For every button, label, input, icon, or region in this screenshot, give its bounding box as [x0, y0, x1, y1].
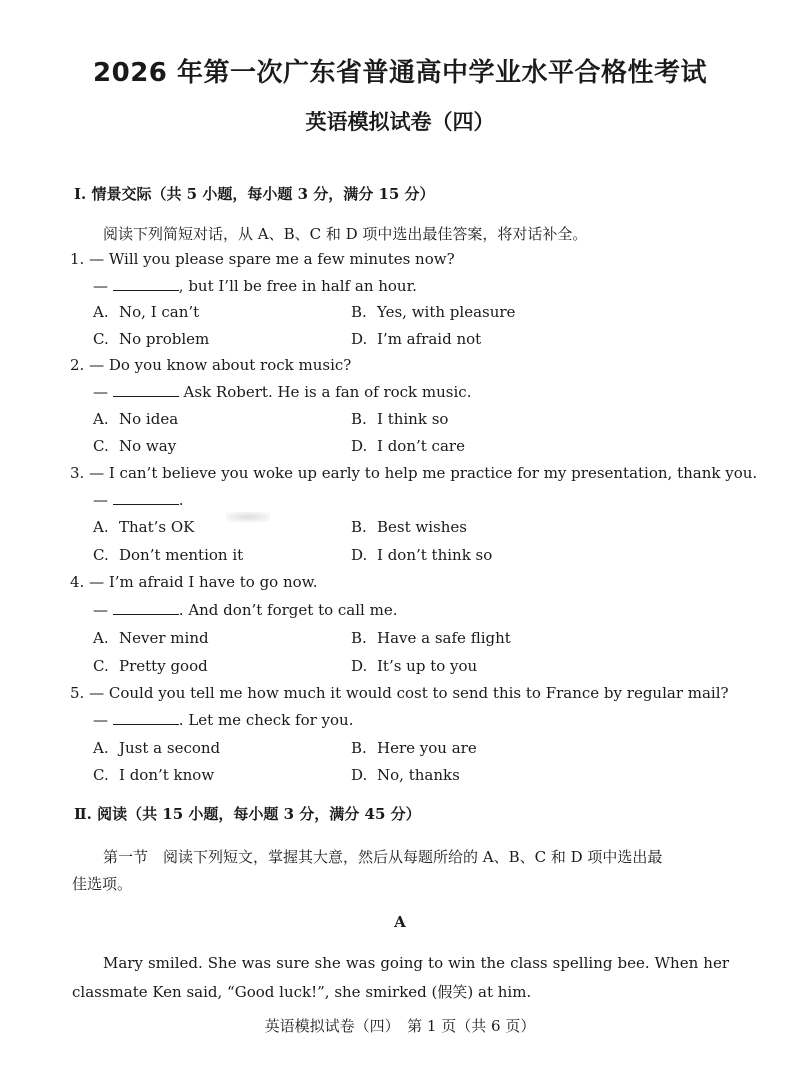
- answer-blank: [113, 601, 179, 615]
- answer-line-text: Ask Robert. He is a fan of rock music.: [178, 383, 472, 401]
- passage-line-2: classmate Ken said, “Good luck!”, she smirked (假笑) at him.: [72, 983, 532, 1001]
- question-number: 3.: [70, 464, 85, 482]
- section-1-heading: Ⅰ. 情景交际（共 5 小题，每小题 3 分，满分 15 分）: [74, 185, 435, 203]
- question-line: — Will you please spare me a few minutes now?: [89, 250, 455, 268]
- part-1-instruction-line-2: 佳选项。: [72, 875, 133, 893]
- answer-blank: [113, 711, 179, 725]
- question-5-answer-line: [93, 710, 353, 730]
- question-line: — Could you tell me how much it would cost to send this to France by regular mail?: [89, 684, 729, 702]
- option-2a: A. No idea: [93, 410, 179, 428]
- answer-line-text: . And don’t forget to call me.: [178, 601, 398, 619]
- dash: —: [93, 601, 108, 619]
- question-number: 4.: [70, 573, 85, 591]
- option-5a: A. Just a second: [93, 739, 221, 757]
- section-1-instruction: 阅读下列简短对话，从 A、B、C 和 D 项中选出最佳答案，将对话补全。: [103, 225, 588, 243]
- answer-line-text: .: [178, 491, 184, 509]
- option-4d: D. It’s up to you: [351, 657, 478, 675]
- option-4a: A. Never mind: [93, 629, 209, 647]
- option-2b: B. I think so: [351, 410, 449, 428]
- dash: —: [93, 491, 108, 509]
- answer-line-text: . Let me check for you.: [178, 711, 354, 729]
- question-3-answer-line: [93, 490, 184, 510]
- option-5d: D. No, thanks: [351, 766, 460, 784]
- option-5b: B. Here you are: [351, 739, 477, 757]
- answer-blank: [113, 383, 179, 397]
- question-4-answer-line: [93, 600, 397, 620]
- exam-title: 2026 年第一次广东省普通高中学业水平合格性考试: [93, 58, 707, 88]
- question-line: — Do you know about rock music?: [89, 356, 352, 374]
- question-number: 2.: [70, 356, 85, 374]
- option-2d: D. I don’t care: [351, 437, 465, 455]
- option-5c: C. I don’t know: [93, 766, 215, 784]
- option-3a: A. That’s OK: [93, 518, 195, 536]
- question-number: 5.: [70, 684, 85, 702]
- option-3b: B. Best wishes: [351, 518, 467, 536]
- answer-line-text: , but I’ll be free in half an hour.: [178, 277, 417, 295]
- dash: —: [93, 711, 108, 729]
- dash: —: [93, 277, 108, 295]
- part-1-instruction-line-1: 第一节 阅读下列短文，掌握其大意，然后从每题所给的 A、B、C 和 D 项中选出最: [103, 848, 663, 866]
- option-1c: C. No problem: [93, 330, 210, 348]
- passage-line-1: Mary smiled. She was sure she was going to win the class spelling bee. When her: [103, 954, 729, 972]
- answer-blank: [113, 491, 179, 505]
- option-3d: D. I don’t think so: [351, 546, 493, 564]
- question-number: 1.: [70, 250, 85, 268]
- option-2c: C. No way: [93, 437, 177, 455]
- question-4: [70, 572, 318, 592]
- question-2: [70, 355, 351, 375]
- dash: —: [93, 383, 108, 401]
- question-1-answer-line: [93, 276, 417, 296]
- page-footer: 英语模拟试卷（四） 第 1 页（共 6 页）: [264, 1017, 536, 1035]
- section-2-heading: Ⅱ. 阅读（共 15 小题，每小题 3 分，满分 45 分）: [74, 805, 421, 823]
- option-3c: C. Don’t mention it: [93, 546, 244, 564]
- answer-blank: [113, 277, 179, 291]
- scan-smudge: [226, 512, 270, 522]
- option-1a: A. No, I can’t: [93, 303, 200, 321]
- question-3: [70, 463, 757, 483]
- option-1b: B. Yes, with pleasure: [351, 303, 516, 321]
- question-line: — I can’t believe you woke up early to help me practice for my presentation, thank you.: [89, 464, 758, 482]
- option-4b: B. Have a safe flight: [351, 629, 511, 647]
- question-2-answer-line: [93, 382, 471, 402]
- question-1: [70, 249, 455, 269]
- question-5: [70, 683, 729, 703]
- passage-label: A: [394, 913, 406, 931]
- question-line: — I’m afraid I have to go now.: [89, 573, 318, 591]
- option-4c: C. Pretty good: [93, 657, 208, 675]
- option-1d: D. I’m afraid not: [351, 330, 482, 348]
- exam-subtitle: 英语模拟试卷（四）: [305, 110, 495, 134]
